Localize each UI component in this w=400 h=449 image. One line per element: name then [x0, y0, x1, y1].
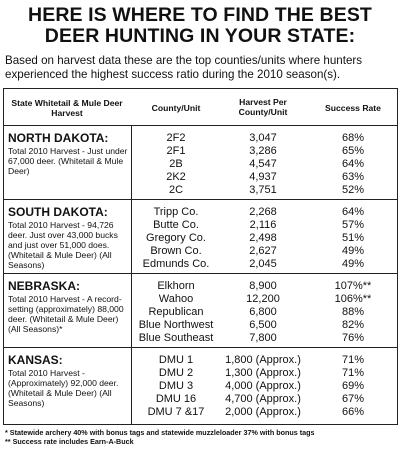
table-row [132, 245, 398, 258]
harvest-cell: 3,286 [249, 145, 277, 157]
county-cell: 2F2 [166, 132, 186, 144]
state-name: KANSAS: [8, 353, 63, 367]
table-row [132, 406, 398, 419]
county-cell: 2C [168, 184, 184, 196]
state-rows [132, 206, 398, 271]
harvest-cell: 6,800 [249, 306, 277, 318]
rate-cell: 71% [341, 354, 365, 366]
county-cell: DMU 16 [155, 393, 197, 405]
table-row [132, 319, 398, 332]
harvest-cell: 2,045 [249, 258, 277, 270]
state-info [8, 279, 130, 334]
header-state: State Whitetail & Mule Deer Harvest [11, 98, 123, 118]
harvest-cell: 1,300 (Approx.) [225, 367, 301, 379]
table-row [132, 354, 398, 367]
table-row [132, 132, 398, 145]
state-info [8, 353, 130, 408]
state-section-nebraska [4, 273, 397, 347]
state-name: SOUTH DAKOTA: [8, 205, 108, 219]
table-row [132, 219, 398, 232]
county-cell: Republican [148, 306, 204, 318]
county-cell: 2B [169, 158, 183, 170]
title-line-1: HERE IS WHERE TO FIND THE BEST [28, 4, 372, 26]
state-name: NORTH DAKOTA: [8, 131, 109, 145]
county-cell: Wahoo [158, 293, 194, 305]
state-note: Total 2010 Harvest - A record-setting (approximately) 88,000 deer. (Whitetail & Mule Deer) (All Seasons)* [8, 294, 124, 334]
state-section-south-dakota [4, 199, 397, 273]
rate-cell: 69% [341, 380, 365, 392]
state-section-north-dakota [4, 126, 397, 199]
county-cell: 2K2 [166, 171, 186, 183]
county-cell: DMU 2 [158, 367, 194, 379]
harvest-cell: 4,700 (Approx.) [225, 393, 301, 405]
harvest-cell: 2,000 (Approx.) [225, 406, 301, 418]
rate-cell: 49% [341, 245, 365, 257]
table-row [132, 380, 398, 393]
state-info [8, 131, 130, 176]
harvest-cell: 8,900 [249, 280, 277, 292]
rate-cell: 64% [341, 206, 365, 218]
harvest-cell: 1,800 (Approx.) [225, 354, 301, 366]
state-rows [132, 354, 398, 419]
table-row [132, 332, 398, 345]
county-cell: Butte Co. [153, 219, 199, 231]
harvest-cell: 3,047 [249, 132, 277, 144]
rate-cell: 67% [341, 393, 365, 405]
header-rate: Success Rate [325, 103, 381, 113]
state-rows [132, 132, 398, 197]
table-row [132, 158, 398, 171]
title-line-2: DEER HUNTING IN YOUR STATE: [44, 25, 356, 47]
harvest-cell: 4,547 [249, 158, 277, 170]
rate-cell: 71% [341, 367, 365, 379]
table-row [132, 171, 398, 184]
subtitle: Based on harvest data these are the top counties/units where hunters experienced the highest success ratio during the 2010 season(s). [5, 54, 363, 81]
harvest-cell: 2,268 [249, 206, 277, 218]
table-row [132, 280, 398, 293]
rate-cell: 66% [341, 406, 365, 418]
harvest-cell: 2,498 [249, 232, 277, 244]
rate-cell: 88% [341, 306, 365, 318]
footnote-earn-a-buck: ** Success rate includes Earn-A-Buck [5, 437, 134, 446]
rate-cell: 76% [341, 332, 365, 344]
harvest-cell: 12,200 [246, 293, 280, 305]
table-row [132, 306, 398, 319]
harvest-cell: 4,937 [249, 171, 277, 183]
table-row [132, 367, 398, 380]
rate-cell: 49% [341, 258, 365, 270]
state-section-kansas [4, 347, 397, 425]
rate-cell: 65% [341, 145, 365, 157]
harvest-cell: 2,116 [249, 219, 277, 231]
state-note: Total 2010 Harvest - Just under 67,000 deer. (Whitetail & Mule Deer) [8, 146, 128, 176]
county-cell: Elkhorn [157, 280, 195, 292]
county-cell: Edmunds Co. [142, 258, 210, 270]
rate-cell: 63% [341, 171, 365, 183]
county-cell: DMU 3 [158, 380, 194, 392]
footnote-archery: * Statewide archery 40% with bonus tags and statewide muzzleloader 37% with bonus tags [5, 428, 315, 437]
state-note: Total 2010 Harvest - (Approximately) 92,000 deer. (Whitetail & Mule Deer) (All Seasons) [8, 368, 119, 408]
table-row [132, 206, 398, 219]
table-row [132, 184, 398, 197]
county-cell: Tripp Co. [153, 206, 199, 218]
county-cell: DMU 1 [158, 354, 194, 366]
state-info [8, 205, 130, 270]
table-header [4, 89, 397, 126]
county-cell: Blue Northwest [138, 319, 214, 331]
table-row [132, 145, 398, 158]
table-row [132, 232, 398, 245]
rate-cell: 82% [341, 319, 365, 331]
rate-cell: 64% [341, 158, 365, 170]
state-note: Total 2010 Harvest - 94,726 deer. Just over 43,000 bucks and just over 51,000 does. (Whitetail & Mule Deer) (All Seasons) [8, 220, 118, 270]
rate-cell: 52% [341, 184, 365, 196]
rate-cell: 107%** [334, 280, 372, 292]
rate-cell: 106%** [334, 293, 372, 305]
county-cell: Brown Co. [150, 245, 202, 257]
page-title [0, 0, 400, 47]
harvest-cell: 4,000 (Approx.) [225, 380, 301, 392]
rate-cell: 51% [341, 232, 365, 244]
harvest-cell: 2,627 [249, 245, 277, 257]
table-row [132, 258, 398, 271]
rate-cell: 68% [341, 132, 365, 144]
rate-cell: 57% [341, 219, 365, 231]
header-harvest: Harvest Per County/Unit [238, 97, 288, 117]
county-cell: Gregory Co. [146, 232, 206, 244]
harvest-cell: 3,751 [249, 184, 277, 196]
state-name: NEBRASKA: [8, 279, 80, 293]
table-row [132, 293, 398, 306]
table-row [132, 393, 398, 406]
harvest-cell: 7,800 [249, 332, 277, 344]
state-rows [132, 280, 398, 345]
county-cell: Blue Southeast [138, 332, 214, 344]
footnotes [5, 428, 315, 446]
harvest-cell: 6,500 [249, 319, 277, 331]
county-cell: DMU 7 &17 [147, 406, 205, 418]
header-county: County/Unit [151, 103, 201, 113]
county-cell: 2F1 [166, 145, 186, 157]
harvest-table [3, 88, 398, 425]
